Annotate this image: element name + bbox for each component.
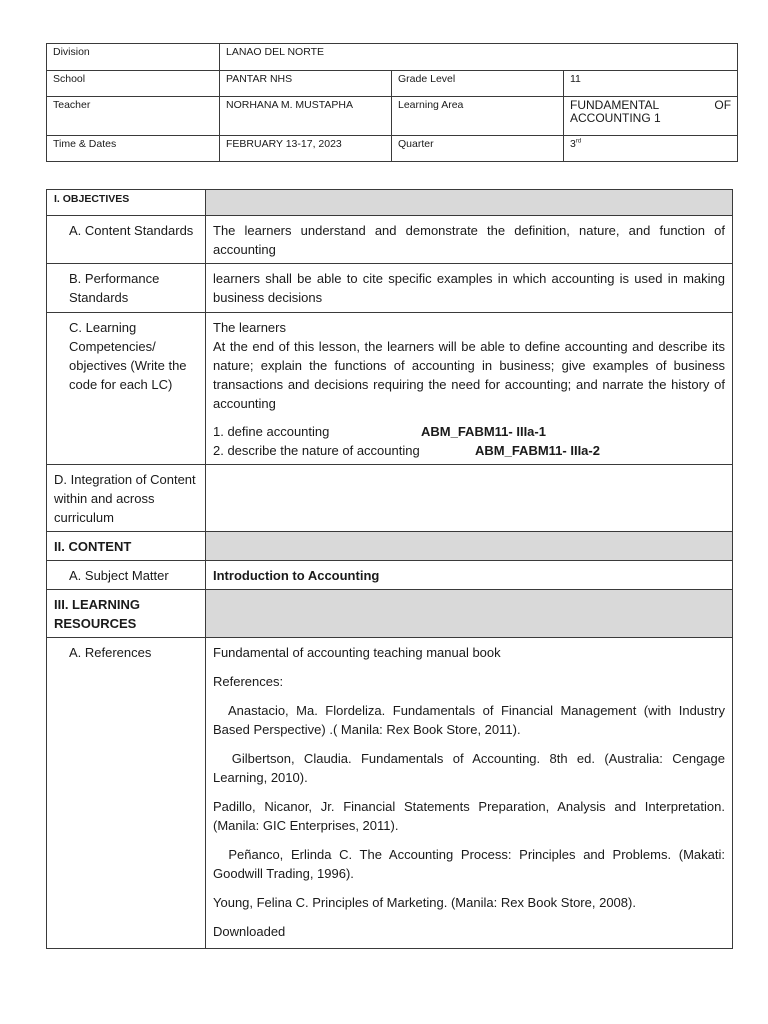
time-dates-label: Time & Dates: [47, 136, 220, 162]
performance-standards-text: learners shall be able to cite specific examples in which accounting is used in making business decisions: [206, 264, 733, 313]
content-standards-row: [47, 216, 733, 264]
subject-matter-label: [47, 561, 206, 590]
content-heading: II. CONTENT: [47, 532, 206, 561]
time-dates-value: FEBRUARY 13-17, 2023: [220, 136, 392, 162]
division-value: LANAO DEL NORTE: [220, 44, 738, 71]
content-heading-fill: [206, 532, 733, 561]
competencies-row: [47, 313, 733, 465]
school-value: PANTAR NHS: [220, 71, 392, 97]
lc-item-2: [213, 441, 725, 460]
references-label-text: A. References: [69, 645, 152, 660]
competencies-label: [47, 313, 206, 465]
reference-item: Young, Felina C. Principles of Marketing. (Manila: Rex Book Store, 2008).: [213, 895, 636, 910]
lesson-plan-table: [46, 189, 733, 949]
teacher-label: Teacher: [47, 97, 220, 136]
objectives-heading-fill: [206, 190, 733, 216]
subject-matter-row: [47, 561, 733, 590]
subject-matter-label-text: A. Subject Matter: [69, 568, 169, 583]
integration-value: [206, 465, 733, 532]
reference-item: Peñanco, Erlinda C. The Accounting Process: Principles and Problems. (Makati: Goodwill Trading, 1996).: [213, 847, 729, 881]
content-heading-row: [47, 532, 733, 561]
quarter-label: Quarter: [392, 136, 564, 162]
quarter-number: 3: [570, 138, 576, 150]
competencies-label-text: C. Learning Competencies/ objectives (Write the code for each LC): [69, 320, 187, 392]
reference-item: Fundamental of accounting teaching manual book: [213, 645, 501, 660]
performance-standards-row: [47, 264, 733, 313]
subject-matter-value: Introduction to Accounting: [206, 561, 733, 590]
lc-item-2-text: 2. describe the nature of accounting: [213, 443, 420, 458]
resources-heading-row: [47, 590, 733, 638]
quarter-value: [564, 136, 738, 162]
objectives-heading: I. OBJECTIVES: [47, 190, 206, 216]
performance-standards-label: [47, 264, 206, 313]
integration-label: D. Integration of Content within and across curriculum: [47, 465, 206, 532]
references-row: [47, 638, 733, 949]
resources-heading: III. LEARNING RESOURCES: [47, 590, 206, 638]
content-standards-label-text: A. Content Standards: [69, 223, 194, 238]
learning-area-value: [564, 97, 738, 136]
reference-item: References:: [213, 674, 284, 689]
references-cell: [206, 638, 733, 949]
lc-item-1-code: ABM_FABM11- IIIa-1: [421, 424, 546, 439]
competencies-intro: The learners: [213, 320, 286, 335]
grade-level-label: Grade Level: [392, 71, 564, 97]
school-label: School: [47, 71, 220, 97]
references-label: [47, 638, 206, 949]
content-standards-text: The learners understand and demonstrate the definition, nature, and function of accounting: [206, 216, 733, 264]
performance-standards-label-text: B. Performance Standards: [69, 271, 160, 305]
learning-area-line2: ACCOUNTING 1: [570, 111, 661, 125]
competencies-text: At the end of this lesson, the learners will be able to define accounting and describe its nature; explain the functions of accounting in business; give examples of business transactions and decisions requiring the need for accounting; and narrate the history of accounting: [213, 339, 725, 411]
reference-item: Gilbertson, Claudia. Fundamentals of Accounting. 8th ed. (Australia: Cengage Learning, 2010).: [213, 751, 729, 785]
reference-item: Padillo, Nicanor, Jr. Financial Statements Preparation, Analysis and Interpretation. (Manila: GIC Enterprises, 2011).: [213, 799, 725, 833]
reference-item: Downloaded: [213, 924, 286, 939]
objectives-heading-row: [47, 190, 733, 216]
lc-item-1-text: 1. define accounting: [213, 424, 330, 439]
content-standards-label: [47, 216, 206, 264]
grade-level-value: 11: [564, 71, 738, 97]
header-info-table: [46, 43, 738, 162]
resources-heading-fill: [206, 590, 733, 638]
lc-item-1: [213, 422, 725, 441]
competencies-cell: [206, 313, 733, 465]
quarter-suffix: rd: [575, 138, 582, 145]
learning-area-label: Learning Area: [392, 97, 564, 136]
integration-row: [47, 465, 733, 532]
learning-area-line1: FUNDAMENTAL OF: [570, 98, 732, 112]
division-label: Division: [47, 44, 220, 71]
lc-item-2-code: ABM_FABM11- IIIa-2: [475, 443, 600, 458]
reference-item: Anastacio, Ma. Flordeliza. Fundamentals of Financial Management (with Industry Based Perspective) .( Manila: Rex Book Store, 2011).: [213, 703, 729, 737]
teacher-value: NORHANA M. MUSTAPHA: [220, 97, 392, 136]
